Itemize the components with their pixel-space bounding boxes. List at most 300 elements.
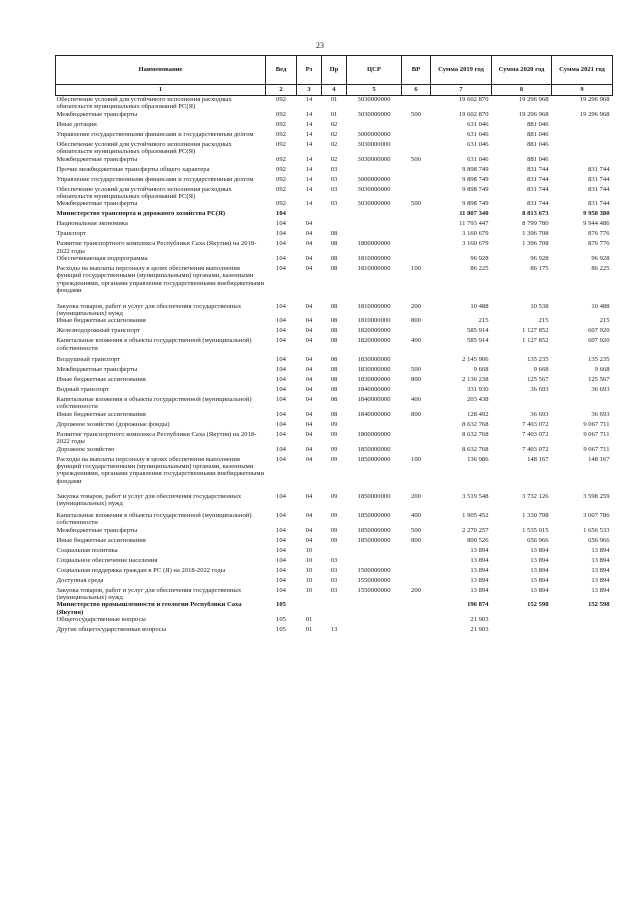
cell-csr: 3030000000: [357, 155, 391, 163]
cell-csr: [347, 557, 402, 567]
cell-vr: 500: [411, 155, 421, 163]
cell-csr: 1830000000: [357, 356, 391, 363]
cell-ved: 104: [276, 230, 286, 238]
cell-vr: [402, 166, 431, 176]
header-csr: ЦСР: [347, 56, 402, 85]
cell-sum-2021: 86 225: [591, 265, 610, 272]
cell-rz: 04: [305, 430, 313, 438]
cell-pr: [322, 220, 347, 230]
cell-sum-2020: 1 330 798: [522, 511, 549, 519]
cell-ved: 104: [276, 430, 286, 438]
cell-sum-2019: 9 898 749: [462, 165, 489, 173]
cell-ved: 092: [276, 165, 286, 173]
cell-sum-2021: 3 598 259: [583, 493, 610, 500]
table-row: [56, 255, 613, 265]
cell-sum-2021: 876 776: [588, 230, 610, 238]
cell-sum-2019: 631 046: [467, 130, 489, 138]
cell-ved: 104: [276, 376, 286, 383]
cell-rz: 04: [305, 536, 313, 544]
cell-name: Капитальные вложения в объекты государственной (муниципальной) собственности: [56, 337, 252, 352]
cell-pr: 08: [330, 396, 338, 403]
cell-name: Транспорт: [56, 230, 86, 238]
cell-ved: 104: [276, 410, 286, 418]
cell-sum-2019: 196 874: [467, 601, 489, 609]
column-number: 9: [552, 85, 613, 96]
cell-csr: 1850000000: [357, 536, 391, 544]
cell-sum-2019: 585 914: [467, 337, 489, 345]
cell-rz: 04: [305, 356, 313, 363]
cell-sum-2021: [552, 131, 613, 141]
cell-vr: [402, 220, 431, 230]
cell-csr: [347, 421, 402, 431]
cell-pr: 08: [330, 410, 338, 418]
cell-sum-2021: 9 067 711: [583, 430, 610, 438]
cell-ved: 092: [276, 96, 286, 103]
cell-rz: 04: [305, 386, 313, 393]
cell-vr: [402, 121, 431, 131]
cell-sum-2020: 1 127 852: [522, 327, 549, 335]
cell-vr: 100: [411, 455, 421, 463]
cell-sum-2021: 19 296 968: [579, 110, 610, 118]
cell-vr: 500: [411, 366, 421, 373]
cell-rz: 04: [305, 317, 313, 325]
cell-sum-2019: 21 903: [470, 616, 489, 623]
cell-sum-2019: 3 160 679: [462, 240, 489, 248]
cell-vr: [402, 186, 431, 201]
budget-table: [55, 55, 613, 636]
cell-sum-2019: 800 526: [467, 536, 489, 544]
cell-name: Иные бюджетные ассигнования: [56, 317, 146, 325]
cell-rz: 04: [305, 366, 313, 373]
table-row: [56, 337, 613, 352]
cell-rz: [297, 601, 322, 616]
cell-csr: [347, 220, 402, 230]
cell-pr: 08: [330, 317, 338, 325]
cell-ved: 092: [276, 200, 286, 208]
cell-pr: 03: [330, 200, 338, 208]
cell-name: Иные бюджетные ассигнования: [56, 536, 146, 544]
cell-sum-2020: 1 535 015: [522, 526, 549, 534]
cell-pr: 01: [330, 96, 338, 103]
cell-vr: 100: [411, 265, 421, 272]
cell-pr: 09: [330, 445, 338, 453]
cell-pr: 02: [330, 130, 338, 138]
cell-ved: 104: [276, 302, 286, 310]
table-row: [56, 508, 613, 527]
cell-sum-2021: 831 744: [588, 175, 610, 183]
cell-sum-2020: 96 928: [530, 255, 549, 262]
table-row: [56, 176, 613, 186]
header-name: Наименование: [56, 56, 266, 85]
cell-rz: 04: [305, 337, 313, 345]
column-number: 1: [56, 85, 266, 96]
cell-pr: 02: [330, 155, 338, 163]
cell-vr: [402, 626, 431, 636]
cell-sum-2019: 2 270 257: [462, 526, 489, 534]
cell-sum-2019: 203 438: [467, 396, 489, 403]
table-row: [56, 156, 613, 166]
cell-name: Социальное обеспечение населения: [56, 556, 158, 564]
cell-name: Водный транспорт: [56, 386, 110, 393]
table-row: [56, 121, 613, 131]
cell-ved: 092: [276, 155, 286, 163]
cell-sum-2019: 21 903: [470, 626, 489, 633]
cell-name: Капитальные вложения в объекты государственной (муниципальной) собственности: [56, 396, 252, 411]
cell-pr: 09: [330, 430, 338, 438]
cell-sum-2020: 656 966: [527, 536, 549, 544]
cell-sum-2019: 585 914: [467, 327, 489, 335]
cell-sum-2020: 13 894: [530, 556, 549, 564]
cell-csr: 3030000000: [357, 185, 391, 193]
cell-csr: 1810000000: [357, 302, 391, 310]
cell-name: Дорожное хозяйство (дорожные фонды): [56, 420, 170, 428]
cell-sum-2019: 11 793 447: [459, 220, 489, 228]
cell-pr: 03: [330, 576, 338, 584]
cell-ved: 104: [276, 317, 286, 325]
cell-sum-2019: 2 136 238: [462, 376, 489, 383]
cell-name: Расходы на выплаты персоналу в целях обеспечения выполнения функций государственными (муниципальными) органами, казенными учреждениями, органами управления государственными внебюджетными фондами: [56, 265, 265, 295]
cell-sum-2021: 9 944 486: [583, 220, 610, 228]
cell-sum-2021: [552, 141, 613, 156]
cell-pr: 09: [330, 511, 338, 519]
cell-name: Воздушный транспорт: [56, 356, 121, 363]
cell-pr: 08: [330, 356, 338, 363]
cell-rz: 14: [305, 185, 313, 193]
cell-name: Социальная политика: [56, 546, 118, 554]
cell-sum-2020: 135 235: [527, 356, 549, 363]
cell-sum-2020: 125 567: [527, 376, 549, 383]
cell-rz: 14: [305, 96, 313, 103]
column-number: 3: [297, 85, 322, 96]
cell-sum-2020: 881 046: [527, 140, 549, 148]
cell-rz: 14: [305, 130, 313, 138]
table-row: [56, 537, 613, 547]
column-number: 2: [266, 85, 297, 96]
cell-sum-2019: 13 894: [470, 556, 489, 564]
cell-name: Капитальные вложения в объекты государственной (муниципальной) собственности: [56, 511, 252, 527]
cell-rz: 14: [305, 175, 313, 183]
column-number: 7: [431, 85, 492, 96]
cell-name: Управление государственными финансами и государственным долгом: [56, 130, 254, 138]
table-row: [56, 527, 613, 537]
cell-sum-2019: 13 894: [470, 566, 489, 574]
cell-name: Железнодорожный транспорт: [56, 327, 140, 335]
cell-csr: 1840000000: [357, 386, 391, 393]
cell-pr: 13: [330, 626, 338, 633]
cell-sum-2020: 1 396 708: [522, 240, 549, 248]
cell-ved: 104: [276, 386, 286, 393]
cell-name: Социальная поддержка граждан в РС (Я) на 2018-2022 годы: [56, 566, 226, 574]
cell-name: Прочие межбюджетные трансферты общего характера: [56, 165, 210, 173]
table-row: [56, 366, 613, 376]
cell-csr: [347, 601, 402, 616]
cell-pr: 09: [330, 455, 338, 463]
cell-vr: 200: [411, 586, 421, 594]
cell-sum-2021: 9 958 380: [583, 210, 610, 218]
cell-sum-2021: 876 776: [588, 240, 610, 248]
cell-vr: 800: [411, 317, 421, 325]
cell-sum-2020: 7 403 072: [522, 430, 549, 438]
table-row: [56, 376, 613, 386]
cell-pr: [322, 601, 347, 616]
cell-sum-2020: 152 598: [527, 601, 549, 609]
cell-sum-2020: [492, 626, 552, 636]
cell-ved: 104: [276, 493, 286, 500]
cell-rz: 04: [305, 410, 313, 418]
cell-csr: [347, 166, 402, 176]
cell-ved: 104: [276, 265, 286, 272]
cell-vr: [402, 547, 431, 557]
cell-csr: 3030000000: [357, 200, 391, 208]
cell-sum-2021: 13 894: [591, 546, 610, 554]
cell-sum-2021: 9 067 711: [583, 445, 610, 453]
cell-vr: 400: [411, 511, 421, 519]
header-ved: Вед: [266, 56, 297, 85]
cell-sum-2021: 831 744: [588, 200, 610, 208]
cell-vr: [402, 176, 431, 186]
cell-pr: [322, 547, 347, 557]
cell-sum-2021: 13 894: [591, 556, 610, 564]
cell-rz: 14: [305, 110, 313, 118]
cell-sum-2021: 1 656 533: [583, 526, 610, 534]
cell-ved: 104: [276, 396, 286, 403]
cell-name: Национальная экономика: [56, 220, 128, 228]
cell-vr: [402, 327, 431, 337]
cell-vr: 500: [411, 526, 421, 534]
cell-sum-2019: 2 145 906: [462, 356, 489, 363]
cell-ved: 104: [276, 210, 286, 218]
cell-sum-2021: 125 567: [588, 376, 610, 383]
cell-sum-2020: 831 744: [527, 200, 549, 208]
cell-ved: 104: [276, 546, 286, 554]
cell-sum-2021: 9 668: [594, 366, 610, 373]
cell-csr: 1850000000: [357, 493, 391, 500]
table-row: [56, 411, 613, 421]
cell-name: Управление государственными финансами и государственным долгом: [56, 175, 254, 183]
cell-pr: 02: [330, 140, 338, 148]
table-row: [56, 557, 613, 567]
column-number-row: [56, 85, 613, 96]
cell-name: Закупка товаров, работ и услуг для обеспечения государственных (муниципальных) нужд: [56, 302, 242, 317]
cell-csr: 3030000000: [357, 140, 391, 148]
cell-vr: [402, 557, 431, 567]
cell-name: Обеспечение условий для устойчивого исполнения расходных обязательств муниципальных образований РС(Я): [56, 96, 232, 111]
cell-sum-2021: 135 235: [588, 356, 610, 363]
cell-name: Обеспечивающая подпрограмма: [56, 255, 148, 262]
cell-csr: 1550000000: [357, 586, 391, 594]
cell-vr: [402, 431, 431, 446]
cell-vr: 500: [411, 110, 421, 118]
cell-csr: 1810000000: [357, 317, 391, 325]
cell-ved: 092: [276, 120, 286, 128]
table-row: [56, 200, 613, 210]
cell-rz: 01: [305, 626, 313, 633]
cell-csr: [347, 547, 402, 557]
cell-rz: 04: [305, 302, 313, 310]
table-row: [56, 265, 613, 295]
cell-sum-2021: 831 744: [588, 165, 610, 173]
cell-sum-2019: 8 632 768: [462, 430, 489, 438]
cell-name: Иные дотации: [56, 120, 97, 128]
cell-rz: 14: [305, 165, 313, 173]
cell-vr: [402, 616, 431, 626]
cell-sum-2021: 19 296 968: [579, 96, 610, 103]
cell-name: Закупка товаров, работ и услуг для обеспечения государственных (муниципальных) нужд: [56, 586, 242, 601]
cell-rz: 04: [305, 240, 313, 248]
cell-sum-2020: 881 046: [527, 155, 549, 163]
cell-csr: 1820000000: [357, 337, 391, 345]
cell-ved: 104: [276, 556, 286, 564]
cell-sum-2020: 215: [538, 317, 549, 325]
cell-vr: 800: [411, 536, 421, 544]
cell-rz: 04: [305, 396, 313, 403]
cell-sum-2020: 13 894: [530, 546, 549, 554]
table-row: [56, 327, 613, 337]
cell-rz: 10: [305, 556, 313, 564]
cell-csr: 3000000000: [357, 130, 391, 138]
cell-sum-2019: 136 986: [467, 455, 489, 463]
column-number: 6: [402, 85, 431, 96]
cell-rz: 10: [305, 586, 313, 594]
cell-rz: 04: [305, 526, 313, 534]
cell-sum-2019: 331 930: [467, 386, 489, 393]
cell-name: Доступная среда: [56, 576, 104, 584]
cell-sum-2019: 8 632 768: [462, 445, 489, 453]
cell-sum-2019: 96 928: [470, 255, 489, 262]
page-number: 23: [316, 41, 324, 50]
cell-sum-2019: 3 160 679: [462, 230, 489, 238]
cell-vr: 800: [411, 410, 421, 418]
cell-name: Развитие транспортного комплекса Республики Саха (Якутия) на 2018-2022 годы: [56, 240, 257, 255]
cell-sum-2021: 831 744: [588, 185, 610, 193]
cell-csr: 1810000000: [357, 255, 391, 262]
table-row: [56, 220, 613, 230]
cell-sum-2021: 3 007 786: [583, 511, 610, 519]
table-row: [56, 131, 613, 141]
cell-sum-2021: 36 693: [591, 386, 610, 393]
cell-sum-2020: 831 744: [527, 165, 549, 173]
cell-sum-2019: 631 046: [467, 140, 489, 148]
cell-sum-2019: 19 602 870: [458, 110, 489, 118]
cell-rz: 04: [305, 376, 313, 383]
cell-sum-2020: 148 167: [527, 455, 549, 463]
cell-vr: 400: [411, 396, 421, 403]
cell-csr: 1850000000: [357, 526, 391, 534]
table-row: [56, 626, 613, 636]
cell-pr: 08: [330, 255, 338, 262]
cell-pr: 09: [330, 536, 338, 544]
cell-ved: 105: [276, 616, 286, 623]
cell-rz: 04: [305, 265, 313, 272]
cell-sum-2020: 881 046: [527, 120, 549, 128]
table-row: [56, 210, 613, 220]
cell-sum-2021: [552, 396, 613, 411]
cell-rz: 14: [305, 200, 313, 208]
cell-sum-2020: 13 894: [530, 576, 549, 584]
cell-ved: 104: [276, 566, 286, 574]
cell-pr: 03: [330, 586, 338, 594]
cell-sum-2019: 8 632 768: [462, 420, 489, 428]
cell-rz: 04: [305, 420, 313, 428]
cell-sum-2019: 9 898 749: [462, 185, 489, 193]
cell-rz: 04: [305, 327, 313, 335]
cell-sum-2020: [492, 396, 552, 411]
cell-csr: 1840000000: [357, 396, 391, 403]
table-row: [56, 96, 613, 111]
table-row: [56, 485, 613, 508]
cell-vr: 200: [411, 302, 421, 310]
table-row: [56, 141, 613, 156]
cell-csr: 1550000000: [357, 576, 391, 584]
cell-vr: [402, 96, 431, 111]
cell-sum-2019: 9 898 749: [462, 200, 489, 208]
header-sum-2021: Сумма 2021 год: [552, 56, 613, 85]
cell-csr: [347, 230, 402, 240]
cell-vr: [402, 240, 431, 255]
cell-sum-2019: 86 225: [470, 265, 489, 272]
cell-ved: 104: [276, 536, 286, 544]
cell-rz: [297, 210, 322, 220]
cell-sum-2021: 13 894: [591, 576, 610, 584]
cell-sum-2019: 3 519 548: [462, 493, 489, 500]
cell-csr: 1850000000: [357, 455, 391, 463]
table-row: [56, 166, 613, 176]
cell-ved: 092: [276, 110, 286, 118]
cell-sum-2020: 9 668: [533, 366, 549, 373]
cell-name: Межбюджетные трансферты: [56, 110, 138, 118]
cell-rz: 01: [305, 616, 313, 623]
cell-vr: 200: [411, 493, 421, 500]
cell-ved: 105: [276, 626, 286, 633]
cell-rz: 04: [305, 493, 313, 500]
cell-rz: 14: [305, 155, 313, 163]
cell-vr: [402, 567, 431, 577]
table-row: [56, 587, 613, 602]
table-row: [56, 186, 613, 201]
cell-vr: [402, 141, 431, 156]
cell-sum-2019: 1 905 452: [462, 511, 489, 519]
cell-sum-2020: 1 127 852: [522, 337, 549, 345]
cell-pr: [322, 210, 347, 220]
cell-vr: 800: [411, 376, 421, 383]
cell-name: Межбюджетные трансферты: [56, 155, 138, 163]
cell-pr: 09: [330, 493, 338, 500]
cell-sum-2020: 7 403 072: [522, 445, 549, 453]
cell-pr: 08: [330, 302, 338, 310]
cell-sum-2020: [492, 616, 552, 626]
cell-sum-2021: 607 920: [588, 337, 610, 345]
cell-sum-2020: 36 693: [530, 386, 549, 393]
cell-sum-2020: 13 894: [530, 586, 549, 594]
cell-csr: 1850000000: [357, 511, 391, 519]
cell-sum-2021: 9 067 711: [583, 420, 610, 428]
cell-sum-2021: 10 488: [591, 302, 610, 310]
cell-rz: 04: [305, 220, 313, 228]
cell-rz: 10: [305, 576, 313, 584]
cell-rz: 04: [305, 445, 313, 453]
cell-pr: 08: [330, 337, 338, 345]
header-sum-2019: Сумма 2019 год: [431, 56, 492, 85]
cell-sum-2021: [552, 121, 613, 131]
cell-vr: 500: [411, 200, 421, 208]
column-number: 4: [322, 85, 347, 96]
cell-sum-2020: 36 693: [530, 410, 549, 418]
cell-name: Другие общегосударственные вопросы: [56, 626, 167, 633]
header-rz: Рз: [297, 56, 322, 85]
cell-vr: [402, 386, 431, 396]
cell-sum-2020: 831 744: [527, 175, 549, 183]
cell-csr: 1820000000: [357, 327, 391, 335]
